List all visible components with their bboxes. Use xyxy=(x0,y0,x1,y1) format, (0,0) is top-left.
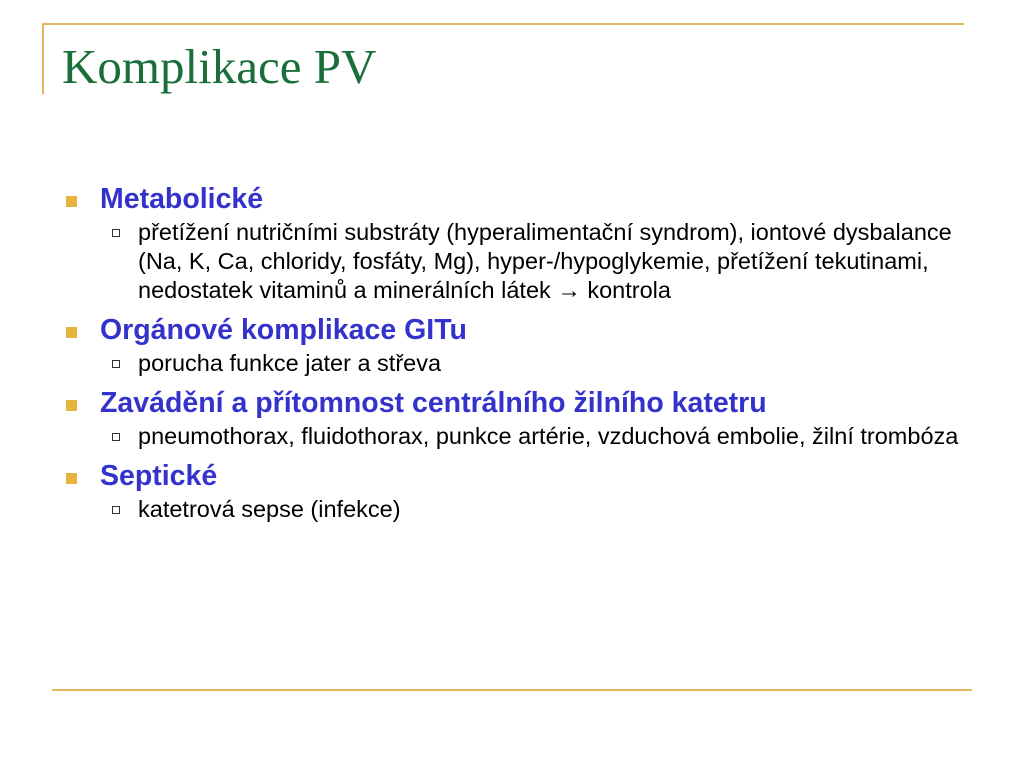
bullet-organ xyxy=(62,313,962,347)
bullet-heading: Orgánové komplikace GITu xyxy=(100,314,467,346)
sub-bullet-metabolic xyxy=(62,218,962,305)
square-bullet-icon xyxy=(66,473,77,484)
square-bullet-icon xyxy=(66,327,77,338)
sub-bullet-septic xyxy=(62,495,962,524)
hollow-square-bullet-icon xyxy=(112,506,120,514)
bullet-heading: Zavádění a přítomnost centrálního žilního katetru xyxy=(100,387,767,419)
frame-bottom-line xyxy=(52,689,972,691)
sub-bullet-text: pneumothorax, fluidothorax, punkce artérie, vzduchová embolie, žilní trombóza xyxy=(138,423,959,449)
bullet-heading: Septické xyxy=(100,460,218,492)
sub-bullet-text: přetížení nutričními substráty (hyperalimentační syndrom), iontové dysbalance (Na, K, Ca, chloridy, fosfáty, Mg), hyper-/hypoglykemie, přetížení tekutinami, nedostatek vitaminů a minerálních látek → kontrola xyxy=(138,219,952,303)
frame-top-line xyxy=(42,23,964,25)
hollow-square-bullet-icon xyxy=(112,360,120,368)
hollow-square-bullet-icon xyxy=(112,229,120,237)
sub-bullet-text: porucha funkce jater a střeva xyxy=(138,350,442,376)
slide-title: Komplikace PV xyxy=(62,39,377,94)
sub-bullet-catheter xyxy=(62,422,962,451)
bullet-metabolic xyxy=(62,182,962,216)
sub-bullet-organ xyxy=(62,349,962,378)
frame-left-line xyxy=(42,23,44,94)
sub-bullet-text: katetrová sepse (infekce) xyxy=(138,496,401,522)
square-bullet-icon xyxy=(66,400,77,411)
bullet-septic xyxy=(62,459,962,493)
bullet-heading: Metabolické xyxy=(100,183,264,215)
bullet-catheter xyxy=(62,386,962,420)
slide-content xyxy=(62,182,962,532)
hollow-square-bullet-icon xyxy=(112,433,120,441)
square-bullet-icon xyxy=(66,196,77,207)
